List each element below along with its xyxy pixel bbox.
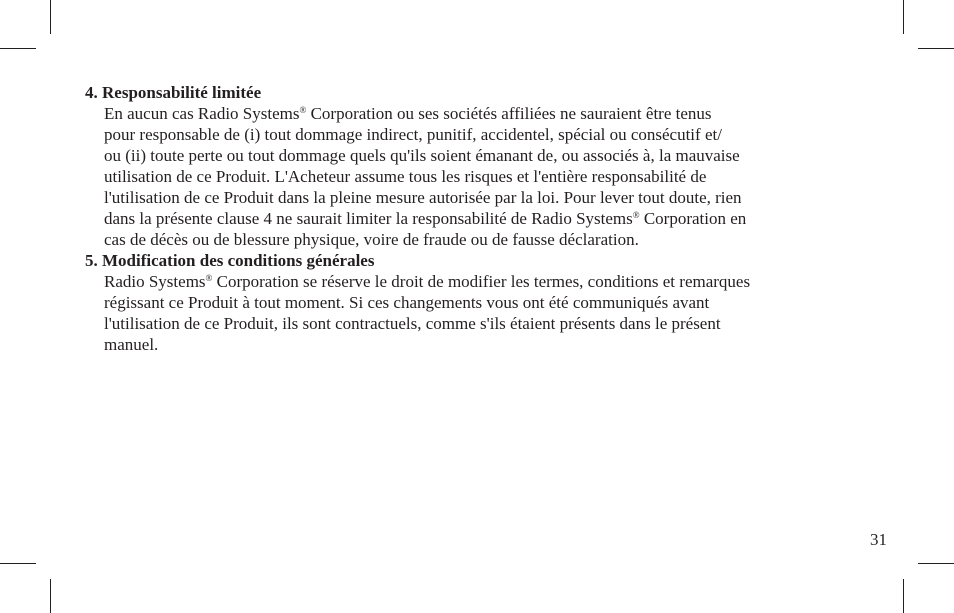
crop-mark-bottom-left-vertical: [50, 579, 51, 613]
section-5-line-4: manuel.: [104, 335, 159, 354]
section-5-line-1: Radio Systems® Corporation se réserve le droit de modifier les termes, conditions et remarques: [104, 272, 751, 291]
section-4-line-1: En aucun cas Radio Systems® Corporation ou ses sociétés affiliées ne sauraient être tenus: [104, 104, 712, 123]
page-number: 31: [870, 530, 887, 549]
crop-mark-top-right-horizontal: [918, 48, 954, 49]
section-4-line-5: l'utilisation de ce Produit dans la pleine mesure autorisée par la loi. Pour lever tout doute, rien: [104, 188, 742, 207]
crop-mark-bottom-left-horizontal: [0, 563, 36, 564]
document-body: [85, 82, 885, 355]
section-4-title: 4. Responsabilité limitée: [85, 83, 262, 102]
section-5-title: 5. Modification des conditions générales: [85, 251, 375, 270]
section-5-line-3: l'utilisation de ce Produit, ils sont contractuels, comme s'ils étaient présents dans le présent: [104, 314, 721, 333]
section-4-line-2: pour responsable de (i) tout dommage indirect, punitif, accidentel, spécial ou consécutif et/: [104, 125, 722, 144]
crop-mark-bottom-right-vertical: [903, 579, 904, 613]
section-4-line-6: dans la présente clause 4 ne saurait limiter la responsabilité de Radio Systems® Corporation en: [104, 209, 747, 228]
crop-mark-top-left-vertical: [50, 0, 51, 34]
crop-mark-top-right-vertical: [903, 0, 904, 34]
registered-mark: ®: [299, 105, 307, 115]
section-5-body: [85, 271, 885, 355]
crop-mark-top-left-horizontal: [0, 48, 36, 49]
section-4-line-7: cas de décès ou de blessure physique, voire de fraude ou de fausse déclaration.: [104, 230, 639, 249]
section-4-line-3: ou (ii) toute perte ou tout dommage quels qu'ils soient émanant de, ou associés à, la mauvaise: [104, 146, 740, 165]
section-5-line-2: régissant ce Produit à tout moment. Si ces changements vous ont été communiqués avant: [104, 293, 710, 312]
section-4-body: [85, 103, 885, 250]
registered-mark: ®: [205, 273, 213, 283]
registered-mark: ®: [632, 210, 640, 220]
crop-mark-bottom-right-horizontal: [918, 563, 954, 564]
section-4-line-4: utilisation de ce Produit. L'Acheteur assume tous les risques et l'entière responsabilité de: [104, 167, 707, 186]
